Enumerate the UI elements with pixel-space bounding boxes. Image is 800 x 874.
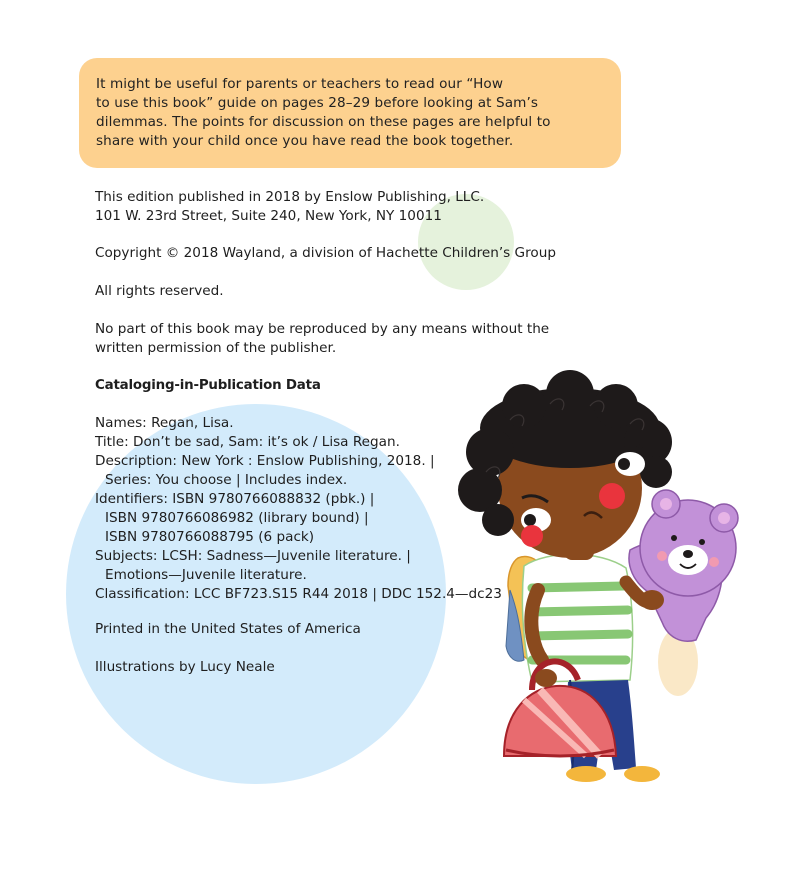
- cip-line: Names: Regan, Lisa.: [95, 415, 234, 431]
- rights-line: All rights reserved.: [95, 283, 224, 299]
- parent-note-text: [96, 75, 607, 151]
- permission-line: written permission of the publisher.: [95, 340, 337, 356]
- cip-line: Classification: LCC BF723.S15 R44 2018 | DDC 152.4—dc23: [95, 586, 502, 602]
- child-character-illustration: [420, 360, 760, 800]
- purple-teddy-bear-icon: [629, 490, 738, 641]
- note-line: to use this book” guide on pages 28–29 before looking at Sam’s: [96, 95, 539, 111]
- permission-line: No part of this book may be reproduced by any means without the: [95, 321, 550, 337]
- cip-line: ISBN 9780766088795 (6 pack): [105, 529, 315, 545]
- edition-line: This edition published in 2018 by Enslow Publishing, LLC.: [95, 189, 485, 205]
- edition-info: [95, 188, 484, 226]
- cip-line: Identifiers: ISBN 9780766088832 (pbk.) |: [95, 491, 375, 507]
- illustrations-credit: Illustrations by Lucy Neale: [95, 659, 275, 675]
- printed-line: Printed in the United States of America: [95, 621, 361, 637]
- note-line: It might be useful for parents or teachers to read our “How: [96, 76, 504, 92]
- cip-line: ISBN 9780766086982 (library bound) |: [105, 510, 369, 526]
- note-line: share with your child once you have read the book together.: [96, 133, 514, 149]
- copyright-line: Copyright © 2018 Wayland, a division of Hachette Children’s Group: [95, 245, 556, 261]
- cip-line: Series: You choose | Includes index.: [105, 472, 348, 488]
- permission-info: [95, 320, 549, 358]
- cip-heading: Cataloging-in-Publication Data: [95, 378, 321, 393]
- cip-line: Subjects: LCSH: Sadness—Juvenile literature. |: [95, 548, 411, 564]
- cip-line: Title: Don’t be sad, Sam: it’s ok / Lisa Regan.: [95, 434, 400, 450]
- note-line: dilemmas. The points for discussion on these pages are helpful to: [96, 114, 551, 130]
- cip-line: Description: New York : Enslow Publishing, 2018. |: [95, 453, 435, 469]
- address-line: 101 W. 23rd Street, Suite 240, New York, NY 10011: [95, 208, 442, 224]
- cip-line: Emotions—Juvenile literature.: [105, 567, 307, 583]
- parent-note-box: [79, 58, 621, 168]
